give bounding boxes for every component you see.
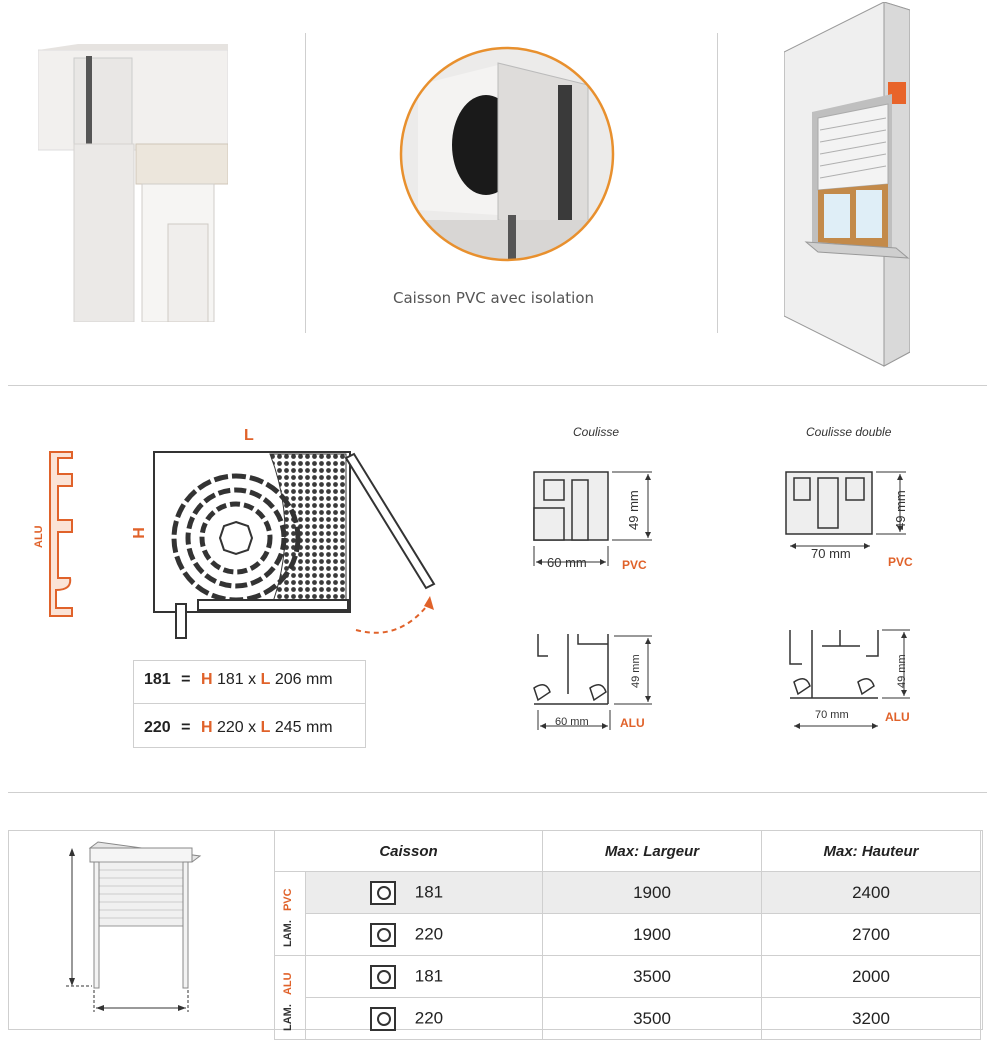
coulisse-alu-material: ALU	[620, 716, 645, 730]
hauteur-cell: 2400	[762, 872, 981, 914]
lam-pvc-cell	[275, 872, 306, 956]
header-max-hauteur: Max: Hauteur	[762, 831, 981, 872]
hauteur-cell: 2700	[762, 914, 981, 956]
table-row	[275, 872, 981, 914]
lam-label: LAM.	[282, 1004, 294, 1031]
size-code: 181	[144, 671, 171, 688]
size-h-value: 181	[216, 671, 244, 688]
coulisse-title: Coulisse	[573, 425, 620, 439]
size-eq: =	[181, 671, 191, 688]
caisson-cell	[306, 914, 543, 956]
photo-caisson-frame	[38, 44, 228, 322]
size-l-letter: L	[260, 671, 271, 688]
size-x: x	[248, 671, 257, 688]
dim-label-H: H	[130, 527, 148, 539]
caisson-value: 220	[414, 923, 444, 943]
lam-label: LAM.	[282, 920, 294, 947]
size-h-letter: H	[200, 671, 213, 688]
photo-insulated-caisson	[398, 45, 616, 263]
lam-material-pvc: PVC	[282, 888, 294, 912]
caisson-cell	[306, 956, 543, 998]
size-row-181	[144, 671, 333, 689]
table-row	[275, 956, 981, 998]
table-row	[275, 998, 981, 1040]
hauteur-cell: 3200	[762, 998, 981, 1040]
caisson-value: 220	[414, 1007, 444, 1027]
coulisse-pvc-width: 60 mm	[547, 555, 587, 570]
caisson-icon	[370, 881, 396, 905]
coulisse-double-alu-height: 49 mm	[896, 654, 908, 688]
coulisse-pvc-height: 49 mm	[626, 490, 641, 530]
size-l-letter: L	[260, 719, 271, 736]
coulisse-double-title: Coulisse double	[806, 425, 892, 439]
largeur-cell: 1900	[543, 872, 762, 914]
largeur-cell: 3500	[543, 956, 762, 998]
size-row-220	[144, 719, 333, 737]
coulisse-double-alu-material: ALU	[885, 710, 910, 724]
caption-caisson-pvc: Caisson PVC avec isolation	[393, 289, 595, 307]
spec-table	[274, 830, 981, 1040]
largeur-cell: 3500	[543, 998, 762, 1040]
size-x: x	[248, 719, 257, 736]
size-code: 220	[144, 719, 171, 736]
coulisse-double-pvc-width: 70 mm	[811, 546, 851, 561]
illustration-wall-installation	[784, 2, 910, 368]
table-row	[275, 914, 981, 956]
caisson-icon	[370, 965, 396, 989]
header-caisson: Caisson	[275, 831, 543, 872]
coulisse-double-pvc-height: 49 mm	[893, 490, 908, 530]
coulisse-double-alu-width: 70 mm	[815, 709, 849, 721]
caisson-cross-section	[150, 446, 442, 642]
coulisse-alu-height: 49 mm	[630, 654, 642, 688]
caisson-value: 181	[414, 881, 444, 901]
caisson-value: 181	[414, 965, 444, 985]
coulisse-double-pvc-material: PVC	[888, 555, 913, 569]
dim-label-L: L	[244, 427, 254, 444]
largeur-cell: 1900	[543, 914, 762, 956]
caisson-cell	[306, 872, 543, 914]
size-l-value: 206 mm	[274, 671, 333, 688]
header-max-largeur: Max: Largeur	[543, 831, 762, 872]
size-eq: =	[181, 719, 191, 736]
alu-label: ALU	[33, 525, 45, 548]
caisson-cell	[306, 998, 543, 1040]
lam-alu-cell	[275, 956, 306, 1040]
caisson-size-box	[133, 660, 366, 748]
size-h-value: 220	[216, 719, 244, 736]
alu-slat-profile	[44, 450, 78, 620]
lam-material-alu: ALU	[282, 972, 294, 996]
hauteur-cell: 2000	[762, 956, 981, 998]
size-l-value: 245 mm	[274, 719, 333, 736]
caisson-icon	[370, 1007, 396, 1031]
coulisse-alu-width: 60 mm	[555, 716, 589, 728]
shutter-dimension-diagram	[62, 840, 212, 1020]
size-h-letter: H	[200, 719, 213, 736]
coulisse-pvc-material: PVC	[622, 558, 647, 572]
caisson-icon	[370, 923, 396, 947]
